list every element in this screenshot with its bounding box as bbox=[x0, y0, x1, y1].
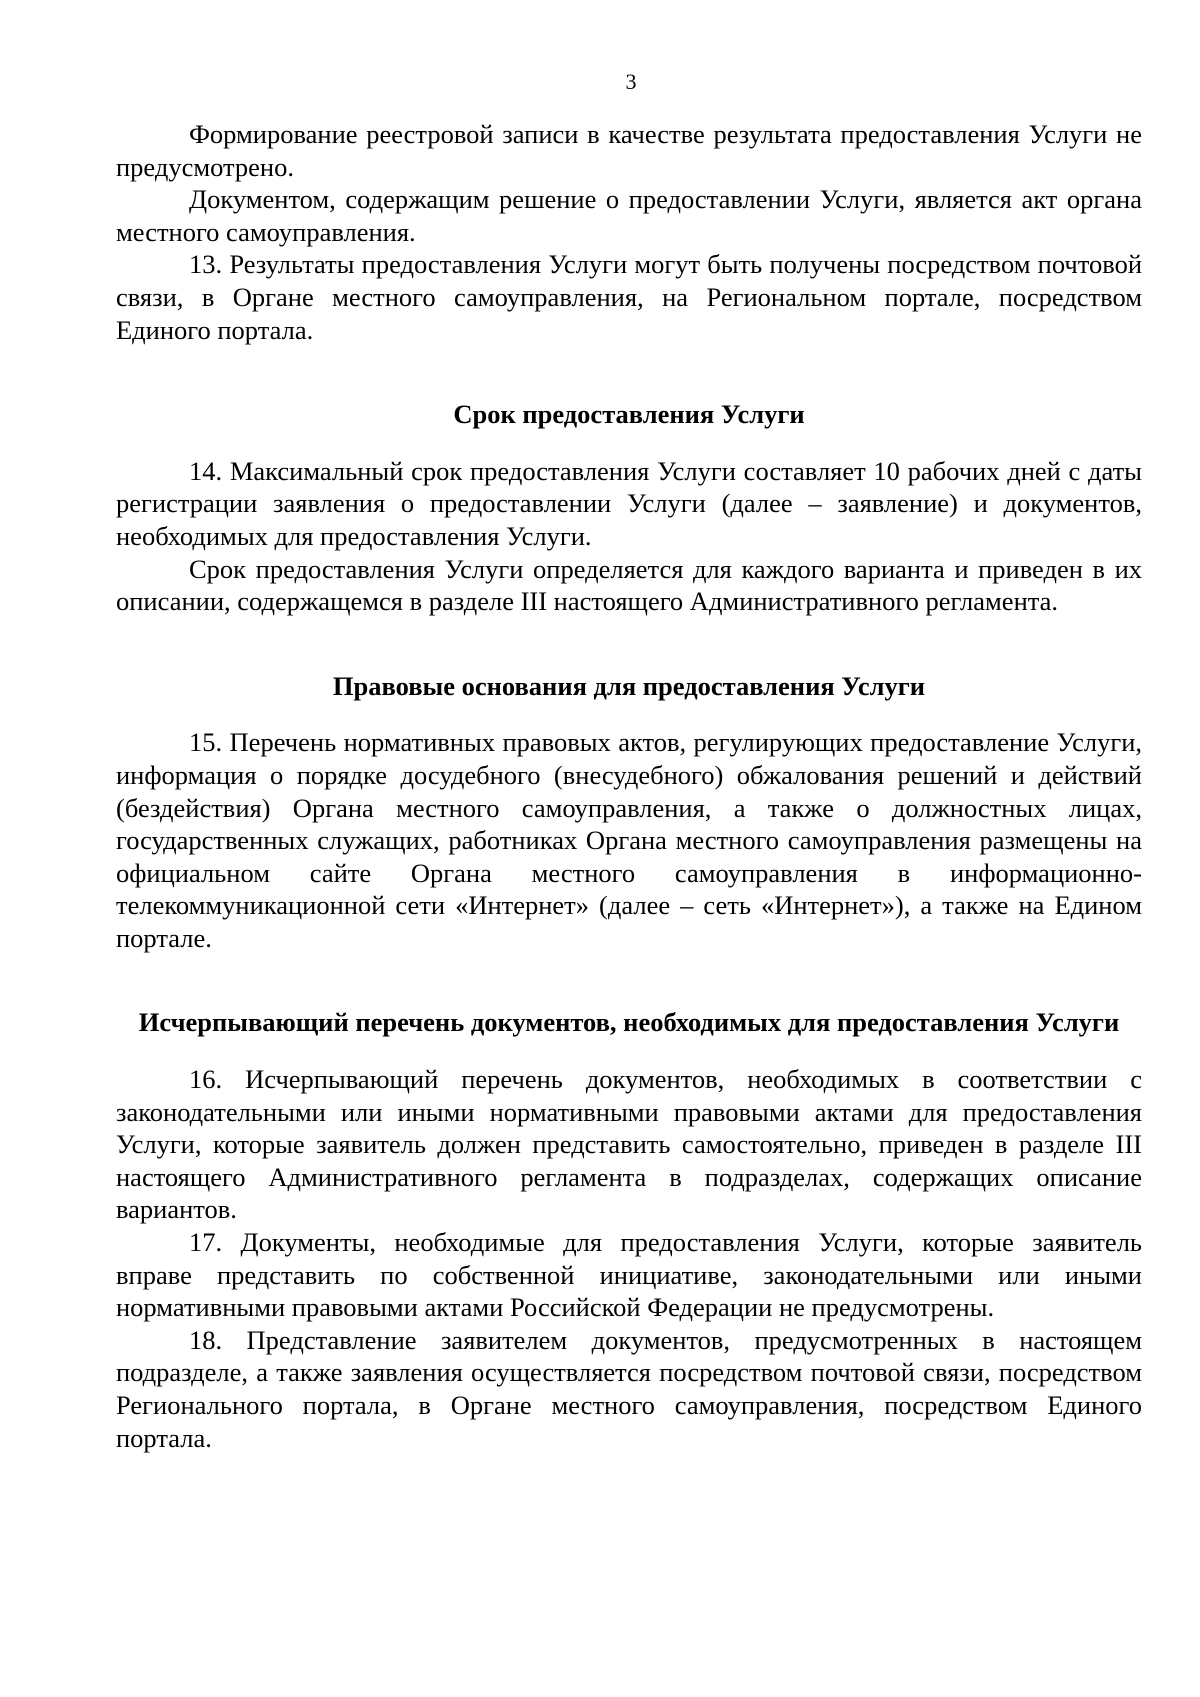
paragraph-15-legal-acts: 15. Перечень нормативных правовых актов, регулирующих предоставление Услуги, информация о порядке досудебного (внесудебного) обжалования решений и действий (бездействия) Органа местного самоуправления, а также о должностных лицах, государственных служащих, работниках Органа местного самоуправления размещены на официальном сайте Органа местного самоуправления в информационно-телекоммуникационной сети «Интернет» (далее – сеть «Интернет»), а также на Едином портале. bbox=[116, 727, 1142, 953]
paragraph-17-optional-documents: 17. Документы, необходимые для предоставления Услуги, которые заявитель вправе представить по собственной инициативе, законодательными или иными нормативными правовыми актами Российской Федерации не предусмотрены. bbox=[116, 1227, 1142, 1323]
paragraph-16-documents: 16. Исчерпывающий перечень документов, необходимых в соответствии с законодательными или иными нормативными правовыми актами для предоставления Услуги, которые заявитель должен представить самостоятельно, приведен в разделе III настоящего Административного регламента в подразделах, содержащих описание вариантов. bbox=[116, 1064, 1142, 1225]
section-heading-legal-basis: Правовые основания для предоставления Услуги bbox=[332, 670, 926, 701]
paragraph-14-max-term: 14. Максимальный срок предоставления Услуги составляет 10 рабочих дней с даты регистрации заявления о предоставлении Услуги (далее – заявление) и документов, необходимых для предоставления Услуги. bbox=[116, 455, 1142, 551]
section-heading-term: Срок предоставления Услуги bbox=[453, 399, 805, 430]
paragraph-13-results: 13. Результаты предоставления Услуги могут быть получены посредством почтовой связи, в Органе местного самоуправления, на Региональном портале, посредством Единого портала. bbox=[116, 249, 1142, 345]
page-number: 3 bbox=[625, 69, 637, 94]
paragraph-18-submission: 18. Представление заявителем документов, предусмотренных в настоящем подразделе, а также заявления осуществляется посредством почтовой связи, посредством Регионального портала, в Органе местного самоуправления, посредством Единого портала. bbox=[116, 1324, 1142, 1453]
section-heading-documents-list: Исчерпывающий перечень документов, необходимых для предоставления Услуги bbox=[138, 1007, 1120, 1038]
paragraph-term-variants: Срок предоставления Услуги определяется для каждого варианта и приведен в их описании, содержащемся в разделе III настоящего Административного регламента. bbox=[116, 553, 1142, 617]
paragraph-registry-record: Формирование реестровой записи в качестве результата предоставления Услуги не предусмотрено. bbox=[116, 119, 1142, 182]
document-body bbox=[116, 118, 1142, 1454]
paragraph-decision-document: Документом, содержащим решение о предоставлении Услуги, является акт органа местного самоуправления. bbox=[116, 184, 1142, 247]
